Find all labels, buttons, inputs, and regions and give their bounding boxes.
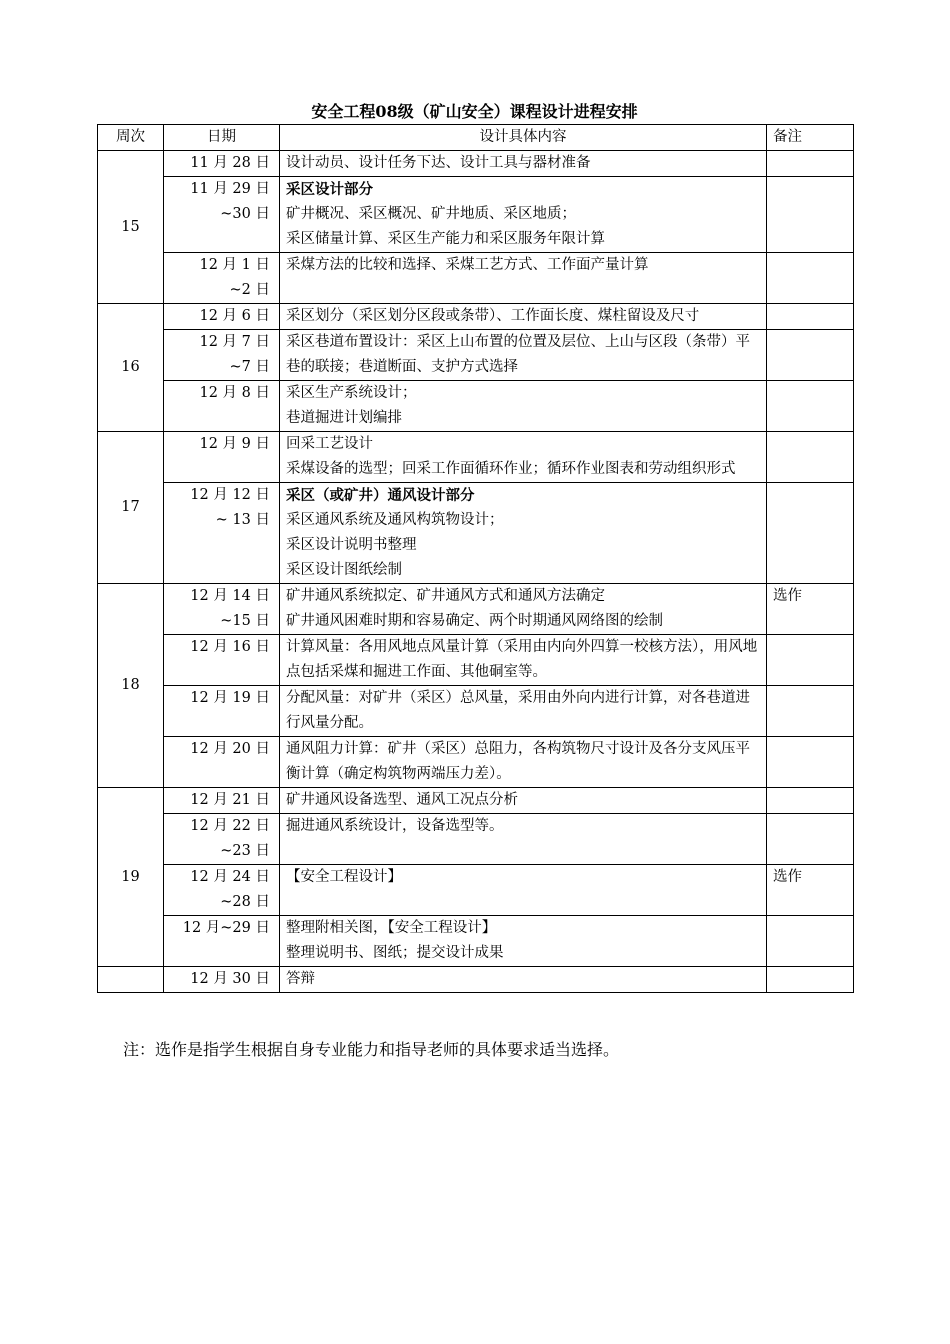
table-row [98, 151, 854, 177]
row-content: 通风阻力计算：矿井（采区）总阻力，各构筑物尺寸设计及各分支风压平衡计算（确定构筑物两端压力差）。 [280, 737, 767, 788]
row-content: 采区生产系统设计； 巷道掘进计划编排 [280, 381, 767, 432]
page-title: 安全工程08级（矿山安全）课程设计进程安排 [311, 102, 638, 121]
section-heading: 采区（或矿井）通风设计部分 [286, 487, 475, 504]
row-date: 12 月 20 日 [164, 737, 280, 788]
table-row [98, 432, 854, 483]
row-date: 12 月 19 日 [164, 686, 280, 737]
row-content: 矿井通风设备选型、通风工况点分析 [280, 788, 767, 814]
table-row [98, 483, 854, 584]
row-date: 12 月 24 日 ~28 日 [164, 865, 280, 916]
table-row [98, 381, 854, 432]
row-note [767, 151, 854, 177]
row-date: 12 月 22 日 ~23 日 [164, 814, 280, 865]
row-note [767, 967, 854, 993]
table-row [98, 737, 854, 788]
row-date: 12 月 1 日 ~2 日 [164, 253, 280, 304]
table-row [98, 635, 854, 686]
row-content: 矿井通风系统拟定、矿井通风方式和通风方法确定 矿井通风困难时期和容易确定、两个时期通风网络图的绘制 [280, 584, 767, 635]
row-content: 整理附相关图，【安全工程设计】 整理说明书、图纸；提交设计成果 [280, 916, 767, 967]
header-week: 周次 [98, 125, 164, 151]
row-note [767, 686, 854, 737]
row-content: 分配风量：对矿井（采区）总风量，采用由外向内进行计算，对各巷道进行风量分配。 [280, 686, 767, 737]
week-19: 19 [98, 788, 164, 967]
row-content: 掘进通风系统设计，设备选型等。 [280, 814, 767, 865]
table-row [98, 177, 854, 253]
row-note [767, 330, 854, 381]
footnote: 注：选作是指学生根据自身专业能力和指导老师的具体要求适当选择。 [123, 1040, 620, 1059]
row-date: 12 月~29 日 [164, 916, 280, 967]
row-content: 采区设计部分 矿井概况、采区概况、矿井地质、采区地质； 采区储量计算、采区生产能力和采区服务年限计算 [280, 177, 767, 253]
row-date: 12 月 6 日 [164, 304, 280, 330]
row-note [767, 381, 854, 432]
row-date: 12 月 21 日 [164, 788, 280, 814]
row-date: 12 月 30 日 [164, 967, 280, 993]
table-row [98, 916, 854, 967]
header-content: 设计具体内容 [280, 125, 767, 151]
row-content: 答辩 [280, 967, 767, 993]
row-date: 11 月 28 日 [164, 151, 280, 177]
section-heading: 采区设计部分 [286, 181, 373, 198]
row-note [767, 304, 854, 330]
header-note: 备注 [767, 125, 854, 151]
week-17: 17 [98, 432, 164, 584]
row-content: 采区划分（采区划分区段或条带）、工作面长度、煤柱留设及尺寸 [280, 304, 767, 330]
table-row [98, 865, 854, 916]
week-18: 18 [98, 584, 164, 788]
schedule-table [97, 124, 854, 993]
row-date: 12 月 9 日 [164, 432, 280, 483]
table-row [98, 304, 854, 330]
row-note [767, 253, 854, 304]
row-note: 选作 [767, 584, 854, 635]
row-date: 11 月 29 日 ~30 日 [164, 177, 280, 253]
table-row [98, 967, 854, 993]
table-row [98, 814, 854, 865]
table-header-row [98, 125, 854, 151]
table-row [98, 253, 854, 304]
row-content: 采区巷道布置设计：采区上山布置的位置及层位、上山与区段（条带）平巷的联接；巷道断面、支护方式选择 [280, 330, 767, 381]
header-date: 日期 [164, 125, 280, 151]
row-content: 计算风量：各用风地点风量计算（采用由内向外四算一校核方法），用风地点包括采煤和掘进工作面、其他硐室等。 [280, 635, 767, 686]
row-note: 选作 [767, 865, 854, 916]
row-content: 设计动员、设计任务下达、设计工具与器材准备 [280, 151, 767, 177]
row-note [767, 483, 854, 584]
row-date: 12 月 16 日 [164, 635, 280, 686]
week-15: 15 [98, 151, 164, 304]
row-note [767, 916, 854, 967]
table-row [98, 330, 854, 381]
row-content: 采煤方法的比较和选择、采煤工艺方式、工作面产量计算 [280, 253, 767, 304]
table-row [98, 788, 854, 814]
table-row [98, 686, 854, 737]
week-empty [98, 967, 164, 993]
row-note [767, 737, 854, 788]
week-16: 16 [98, 304, 164, 432]
row-content: 采区（或矿井）通风设计部分 采区通风系统及通风构筑物设计； 采区设计说明书整理 采区设计图纸绘制 [280, 483, 767, 584]
row-content: 【安全工程设计】 [280, 865, 767, 916]
row-content: 回采工艺设计 采煤设备的选型；回采工作面循环作业；循环作业图表和劳动组织形式 [280, 432, 767, 483]
table-row [98, 584, 854, 635]
row-note [767, 432, 854, 483]
row-date: 12 月 14 日 ~15 日 [164, 584, 280, 635]
row-note [767, 177, 854, 253]
row-note [767, 814, 854, 865]
row-date: 12 月 12 日 ~ 13 日 [164, 483, 280, 584]
row-note [767, 635, 854, 686]
row-note [767, 788, 854, 814]
row-date: 12 月 7 日 ~7 日 [164, 330, 280, 381]
row-date: 12 月 8 日 [164, 381, 280, 432]
